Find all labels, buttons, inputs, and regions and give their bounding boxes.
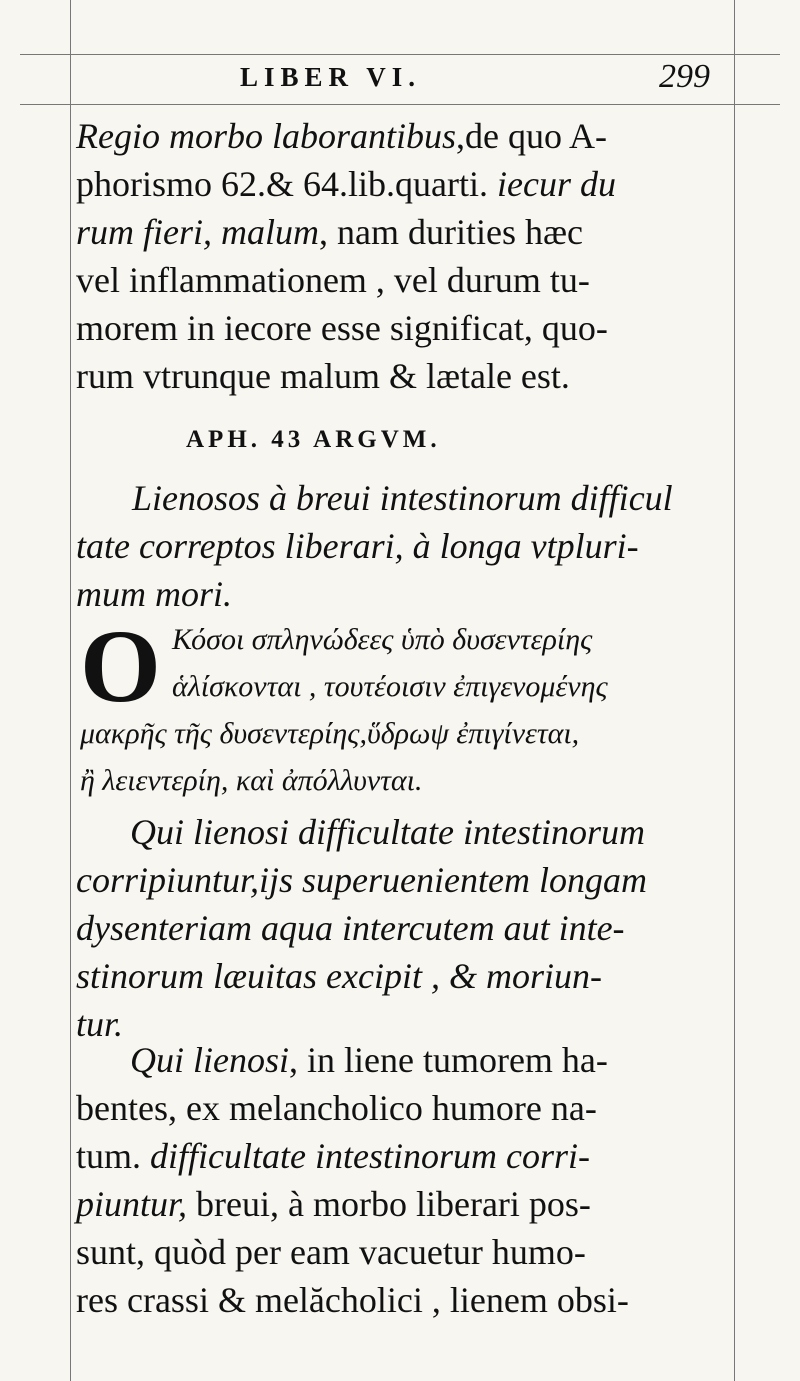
top-rule: [20, 54, 780, 55]
p3-line1: Qui lienosi difficultate intestinorum: [130, 812, 645, 852]
p3-line3: dysenteriam aqua intercutem aut inte-: [76, 908, 625, 948]
drop-cap: O: [80, 609, 161, 724]
greek-aphorism: [80, 609, 720, 806]
commentary-paragraph-2: [76, 1036, 716, 1324]
p4-line5: sunt, quòd per eam vacuetur humo-: [76, 1232, 586, 1272]
greek-text: [80, 609, 720, 804]
greek-line2: ἁλίσκονται , τουτέοισιν ἐπιγενομένης: [172, 670, 608, 703]
page-number: 299: [659, 58, 710, 95]
p1-line3-italic: rum fieri, malum: [76, 212, 319, 252]
p4-line3-roman: tum.: [76, 1136, 142, 1176]
p2-line2: tate correptos liberari, à longa vtpluri-: [76, 526, 639, 566]
greek-line4: ἢ λειεντερίη, καὶ ἀπόλλυνται.: [80, 764, 423, 797]
p4-line1-roman: , in liene tumorem ha-: [289, 1040, 608, 1080]
page-header: [240, 58, 710, 102]
greek-line3: μακρῆς τῆς δυσεντερίης,ὕδρωψ ἐπιγίνεται,: [80, 717, 580, 750]
left-margin-rule: [70, 0, 71, 1381]
p2-line1: Lienosos à breui intestinorum difficul: [132, 478, 673, 518]
p4-line2: bentes, ex melancholico humore na-: [76, 1088, 597, 1128]
p1-line2-italic: iecur du: [496, 164, 616, 204]
p1-line4: vel inflammationem , vel durum tu-: [76, 260, 590, 300]
p4-line1-italic: Qui lienosi: [130, 1040, 289, 1080]
p1-line2-roman: phorismo 62.& 64.lib.quarti.: [76, 164, 488, 204]
aphorism-heading: APH. 43 ARGVM.: [186, 426, 441, 453]
right-margin-rule: [734, 0, 735, 1381]
header-rule: [20, 104, 780, 105]
p3-line2: corripiuntur,ijs superuenientem longam: [76, 860, 647, 900]
commentary-paragraph-1: [76, 112, 716, 400]
running-head: LIBER VI.: [240, 62, 422, 92]
p3-line5: tur.: [76, 1004, 124, 1044]
p2-line3: mum mori.: [76, 574, 233, 614]
p4-line3-italic: difficultate intestinorum corri-: [150, 1136, 590, 1176]
p1-line1-italic: Regio morbo laborantibus: [76, 116, 457, 156]
argument-paragraph: [76, 474, 716, 618]
p1-line3-roman: , nam durities hæc: [319, 212, 583, 252]
p4-line4-roman: breui, à morbo liberari pos-: [187, 1184, 591, 1224]
p4-line6: res crassi & melăcholici , lienem obsi-: [76, 1280, 629, 1320]
latin-translation-paragraph: [76, 808, 716, 1048]
p4-line4-italic: piuntur,: [76, 1184, 188, 1224]
p3-line4: stinorum læuitas excipit , & moriun-: [76, 956, 602, 996]
greek-line1: Κόσοι σπληνώδεες ὑπὸ δυσεντερίης: [172, 623, 593, 656]
p1-line1-roman: ,de quo A-: [456, 116, 607, 156]
p1-line5: morem in iecore esse significat, quo-: [76, 308, 608, 348]
p1-line6: rum vtrunque malum & lætale est.: [76, 356, 570, 396]
